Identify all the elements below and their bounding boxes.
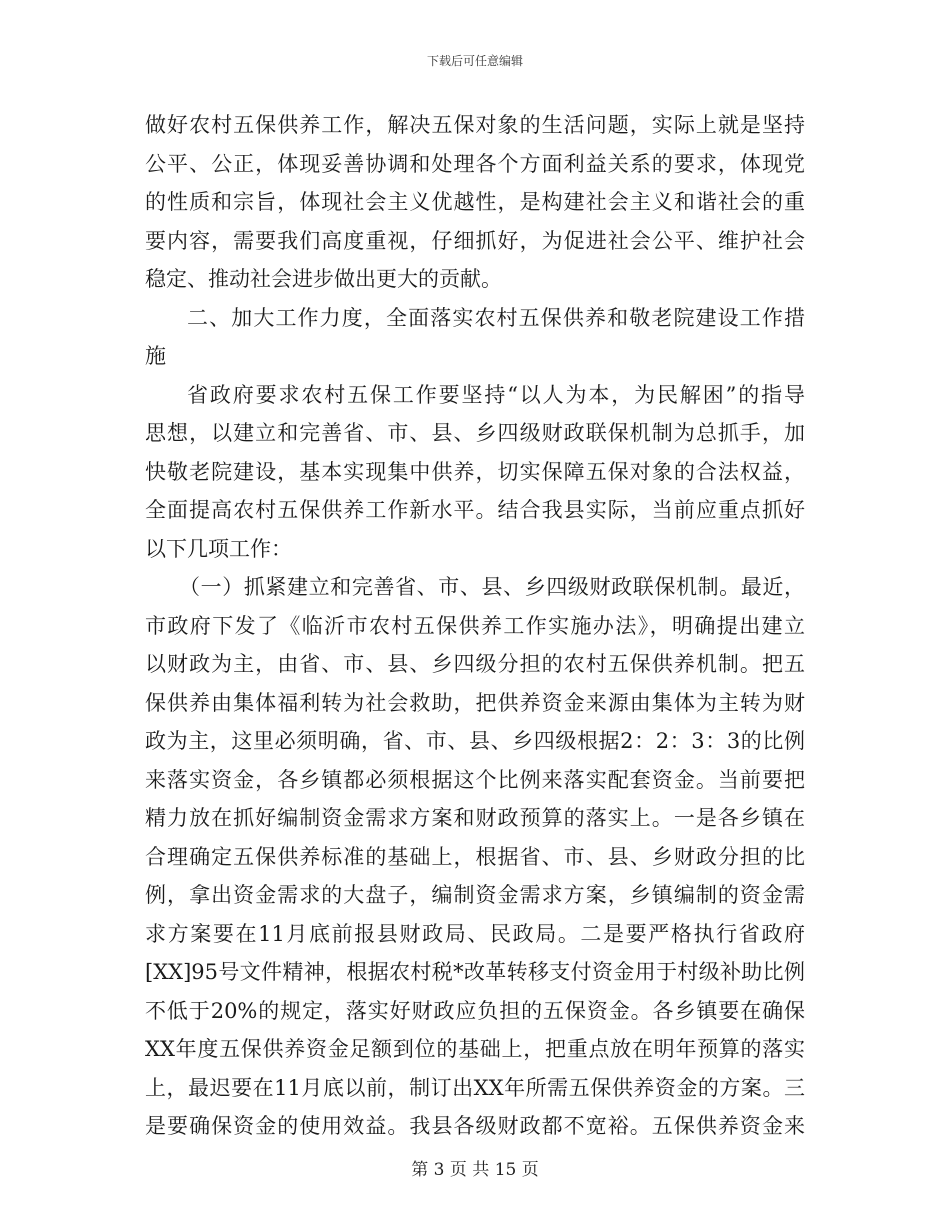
text-line: 不低于20%的规定，落实好财政应负担的五保资金。各乡镇要在确保 <box>145 998 805 1023</box>
text-line: 保供养由集体福利转为社会救助，把供养资金来源由集体为主转为财 <box>145 690 805 715</box>
text-line: 政为主，这里必须明确，省、市、县、乡四级根据2：2：3：3的比例 <box>145 729 805 753</box>
text-line: 公平、公正，体现妥善协调和处理各个方面利益关系的要求，体现党 <box>145 151 805 176</box>
text-line: 例，拿出资金需求的大盘子，编制资金需求方案，乡镇编制的资金需 <box>145 883 805 907</box>
text-line: 思想，以建立和完善省、市、县、乡四级财政联保机制为总抓手，加 <box>145 421 805 445</box>
text-line: XX年度五保供养资金足额到位的基础上，把重点放在明年预算的落实 <box>145 1037 805 1061</box>
text-line: 上，最迟要在11月底以前，制订出XX年所需五保供养资金的方案。三 <box>145 1075 805 1100</box>
text-line: 的性质和宗旨，体现社会主义优越性，是构建社会主义和谐社会的重 <box>145 190 805 214</box>
text-line: 以财政为主，由省、市、县、乡四级分担的农村五保供养机制。把五 <box>145 652 805 676</box>
text-line: 要内容，需要我们高度重视，仔细抓好，为促进社会公平、维护社会 <box>145 228 805 253</box>
text-line: 二、加大工作力度，全面落实农村五保供养和敬老院建设工作措 <box>187 305 805 330</box>
paragraph-4 <box>145 568 805 1146</box>
text-line: 做好农村五保供养工作，解决五保对象的生活问题，实际上就是坚持 <box>145 113 805 137</box>
section-heading <box>145 299 805 376</box>
text-line: 是要确保资金的使用效益。我县各级财政都不宽裕。五保供养资金来 <box>145 1114 805 1138</box>
paragraph-1 <box>145 106 805 299</box>
text-line: [XX]95号文件精神，根据农村税*改革转移支付资金用于村级补助比例 <box>145 960 805 984</box>
paragraph-3 <box>145 376 805 569</box>
text-line: 以下几项工作： <box>145 536 292 561</box>
text-line: 省政府要求农村五保工作要坚持“以人为本，为民解困”的指导 <box>187 382 805 407</box>
text-line: 求方案要在11月底前报县财政局、民政局。二是要严格执行省政府 <box>145 921 805 946</box>
text-line: （一）抓紧建立和完善省、市、县、乡四级财政联保机制。最近， <box>179 575 805 599</box>
text-line: 市政府下发了《临沂市农村五保供养工作实施办法》，明确提出建立 <box>145 613 805 638</box>
text-line: 合理确定五保供养标准的基础上，根据省、市、县、乡财政分担的比 <box>145 844 805 869</box>
text-line: 全面提高农村五保供养工作新水平。结合我县实际，当前应重点抓好 <box>145 498 805 522</box>
page-header: 下载后可任意编辑 <box>426 54 523 68</box>
text-line: 快敬老院建设，基本实现集中供养，切实保障五保对象的合法权益， <box>145 459 805 484</box>
text-line: 精力放在抓好编制资金需求方案和财政预算的落实上。一是各乡镇在 <box>145 806 805 830</box>
text-line: 稳定、推动社会进步做出更大的贡献。 <box>145 267 502 291</box>
text-line: 施 <box>145 344 166 368</box>
page-number-footer: 第 3 页 共 15 页 <box>411 1160 539 1180</box>
document-body <box>145 106 805 1146</box>
text-line: 来落实资金，各乡镇都必须根据这个比例来落实配套资金。当前要把 <box>145 767 805 792</box>
